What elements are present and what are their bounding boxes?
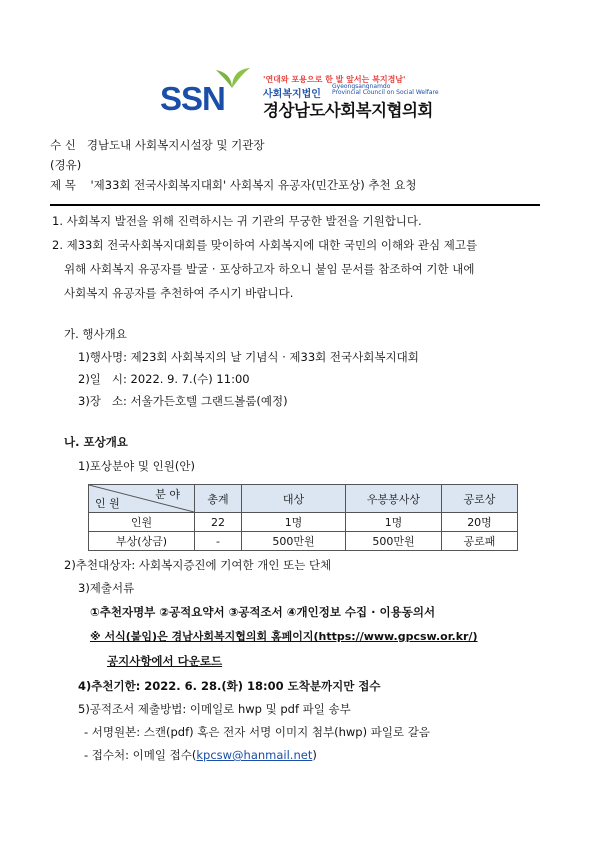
table-header-cell: 대상 bbox=[242, 485, 346, 513]
table-cell: 22 bbox=[195, 513, 242, 532]
method-receipt bbox=[84, 747, 317, 763]
documents-heading: 3)제출서류 bbox=[78, 581, 135, 595]
corporation-label: 사회복지법인 bbox=[263, 89, 321, 100]
table-cell: - bbox=[195, 532, 242, 551]
organization-logo bbox=[160, 66, 460, 120]
submission-method: 5)공적조서 제출방법: 이메일로 hwp 및 pdf 파일 송부 bbox=[78, 702, 351, 716]
slogan: '연대와 포용으로 한 발 앞서는 복지경남' bbox=[263, 75, 406, 84]
table-cell: 20명 bbox=[442, 513, 518, 532]
recipient-label: 수 신 bbox=[50, 138, 76, 152]
table-cell: 500만원 bbox=[242, 532, 346, 551]
table-row bbox=[89, 532, 518, 551]
row-label: 부상(상금) bbox=[89, 532, 195, 551]
award-fields: 1)포상분야 및 인원(안) bbox=[78, 459, 195, 473]
table-cell: 1명 bbox=[242, 513, 346, 532]
table-cell: 공로패 bbox=[442, 532, 518, 551]
sprout-icon bbox=[212, 66, 252, 88]
table-header-cell: 총계 bbox=[195, 485, 242, 513]
row-label: 인원 bbox=[89, 513, 195, 532]
english-name-line1: Gyeongsangnamdo bbox=[332, 83, 391, 90]
email-link[interactable]: kpcsw@hanmail.net bbox=[196, 748, 313, 762]
table-row bbox=[89, 513, 518, 532]
table-cell: 1명 bbox=[346, 513, 442, 532]
method-signature: - 서명원본: 스캔(pdf) 혹은 전자 서명 이미지 첨부(hwp) 파일로 갈음 bbox=[84, 725, 430, 739]
event-datetime: 2)일 시: 2022. 9. 7.(수) 11:00 bbox=[78, 372, 250, 386]
form-notice-line2: 공지사항에서 다운로드 bbox=[107, 654, 223, 668]
corner-top-label: 분 야 bbox=[155, 488, 180, 501]
organization-name: 경상남도사회복지협의회 bbox=[263, 101, 433, 120]
documents-list: ①추천자명부 ②공적요약서 ③공적조서 ④개인정보 수집 · 이용동의서 bbox=[90, 605, 436, 619]
award-table bbox=[88, 484, 518, 551]
paragraph-2-line1: 2. 제33회 전국사회복지대회를 맞이하여 사회복지에 대한 국민의 이해와 관심 제고를 bbox=[52, 238, 478, 252]
table-header-cell: 우봉봉사상 bbox=[346, 485, 442, 513]
deadline: 4)추천기한: 2022. 6. 28.(화) 18:00 도착분까지만 접수 bbox=[78, 679, 381, 693]
event-name: 1)행사명: 제23회 사회복지의 날 기념식 · 제33회 전국사회복지대회 bbox=[78, 350, 419, 364]
english-name-line2: Provincial Council on Social Welfare bbox=[332, 89, 439, 96]
english-name bbox=[332, 84, 439, 96]
table-cell: 500만원 bbox=[346, 532, 442, 551]
header-divider bbox=[50, 204, 540, 206]
paragraph-2-line3: 사회복지 유공자를 추천하여 주시기 바랍니다. bbox=[64, 286, 294, 300]
subject-label: 제 목 bbox=[50, 178, 76, 192]
subject-line bbox=[50, 177, 416, 193]
paragraph-2-line2: 위해 사회복지 유공자를 발굴 · 포상하고자 하오니 붙임 문서를 참조하여 기한 내에 bbox=[64, 262, 475, 276]
recipient-line bbox=[50, 137, 264, 153]
receipt-prefix: - 접수처: 이메일 접수( bbox=[84, 748, 197, 762]
logo-wordmark: SSN bbox=[160, 80, 225, 117]
event-heading: 가. 행사개요 bbox=[64, 327, 127, 341]
paragraph-1: 1. 사회복지 발전을 위해 진력하시는 귀 기관의 무궁한 발전을 기원합니다. bbox=[52, 214, 422, 228]
table-header-row bbox=[89, 485, 518, 513]
form-notice-line1: ※ 서식(붙임)은 경남사회복지협의회 홈페이지(https://www.gpcsw.or.kr/) bbox=[90, 630, 478, 643]
award-heading: 나. 포상개요 bbox=[64, 435, 128, 449]
table-header-cell: 공로상 bbox=[442, 485, 518, 513]
event-venue: 3)장 소: 서울가든호텔 그랜드볼룸(예정) bbox=[78, 394, 288, 408]
receipt-suffix: ) bbox=[312, 748, 317, 762]
table-corner-cell bbox=[89, 485, 195, 513]
nomination-target: 2)추천대상자: 사회복지증진에 기여한 개인 또는 단체 bbox=[64, 558, 332, 572]
subject-value: '제33회 전국사회복지대회' 사회복지 유공자(민간포상) 추천 요청 bbox=[90, 178, 417, 192]
recipient-value: 경남도내 사회복지시설장 및 기관장 bbox=[86, 138, 265, 152]
corner-bottom-label: 인 원 bbox=[95, 497, 120, 510]
via-line: (경유) bbox=[50, 158, 82, 172]
